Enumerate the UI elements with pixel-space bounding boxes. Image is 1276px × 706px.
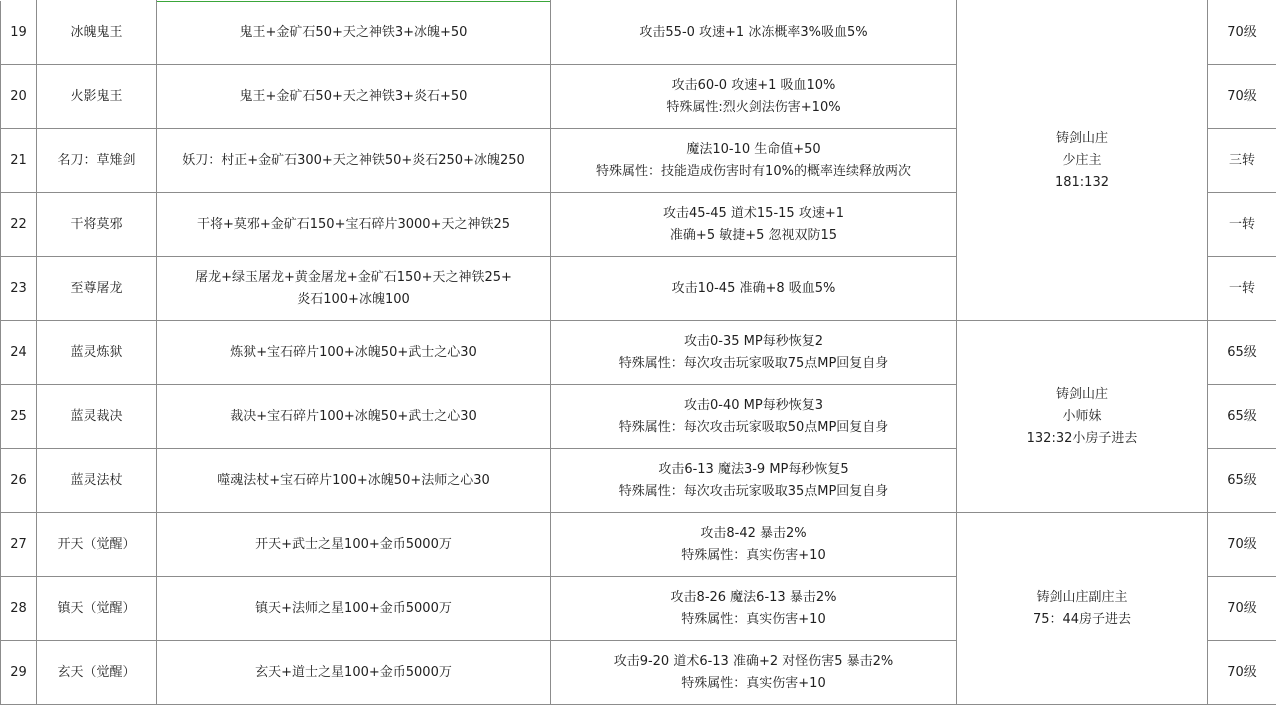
- attributes-cell-line: 特殊属性：每次攻击玩家吸取75点MP回复自身: [618, 355, 889, 371]
- recipe-cell[interactable]: [157, 641, 551, 705]
- location-cell[interactable]: [957, 321, 1208, 513]
- weapon-name-cell[interactable]: 冰魄鬼王: [37, 1, 157, 65]
- weapon-name-cell[interactable]: 玄天（觉醒）: [37, 641, 157, 705]
- attributes-cell-line: 特殊属性：每次攻击玩家吸取35点MP回复自身: [618, 483, 889, 499]
- level-cell[interactable]: 三转: [1208, 129, 1276, 193]
- level-cell[interactable]: 70级: [1208, 641, 1276, 705]
- attributes-cell-line: 攻击45-45 道术15-15 攻速+1: [663, 205, 844, 221]
- recipe-cell-line: 鬼王+金矿石50+天之神铁3+炎石+50: [239, 88, 468, 104]
- attributes-cell[interactable]: [551, 513, 957, 577]
- attributes-cell[interactable]: [551, 449, 957, 513]
- attributes-cell[interactable]: [551, 257, 957, 321]
- attributes-cell-line: 特殊属性:烈火剑法伤害+10%: [666, 99, 841, 115]
- location-cell-line: 铸剑山庄: [1055, 386, 1108, 402]
- weapon-name-cell[interactable]: 蓝灵法杖: [37, 449, 157, 513]
- weapon-name-cell[interactable]: 火影鬼王: [37, 65, 157, 129]
- attributes-cell[interactable]: [551, 193, 957, 257]
- location-cell[interactable]: [957, 1, 1208, 321]
- location-cell-line: 铸剑山庄副庄主: [1036, 589, 1128, 605]
- recipe-cell-line: 炎石100+冰魄100: [297, 291, 410, 307]
- row-number-cell[interactable]: 22: [1, 193, 37, 257]
- recipe-cell-line: 炼狱+宝石碎片100+冰魄50+武士之心30: [230, 344, 477, 360]
- attributes-cell-line: 攻击60-0 攻速+1 吸血10%: [671, 77, 836, 93]
- attributes-cell-line: 准确+5 敏捷+5 忽视双防15: [669, 227, 838, 243]
- row-number-cell[interactable]: 25: [1, 385, 37, 449]
- row-number-cell[interactable]: 26: [1, 449, 37, 513]
- row-number-cell[interactable]: 20: [1, 65, 37, 129]
- row-number-cell[interactable]: 24: [1, 321, 37, 385]
- location-cell-line: 75：44房子进去: [1032, 611, 1132, 627]
- attributes-cell-line: 特殊属性：真实伤害+10: [681, 675, 826, 691]
- location-cell-line: 132:32小房子进去: [1026, 430, 1138, 446]
- table-row: [1, 321, 1276, 385]
- row-number-cell[interactable]: 29: [1, 641, 37, 705]
- table-body: [1, 1, 1276, 705]
- attributes-cell-line: 特殊属性：每次攻击玩家吸取50点MP回复自身: [618, 419, 889, 435]
- weapon-name-cell[interactable]: 开天（觉醒）: [37, 513, 157, 577]
- recipe-cell-line: 干将+莫邪+金矿石150+宝石碎片3000+天之神铁25: [196, 216, 510, 232]
- location-cell[interactable]: [957, 513, 1208, 705]
- attributes-cell-line: 特殊属性：技能造成伤害时有10%的概率连续释放两次: [596, 163, 911, 179]
- level-cell[interactable]: 一转: [1208, 257, 1276, 321]
- weapon-name-cell[interactable]: 蓝灵裁决: [37, 385, 157, 449]
- location-cell-line: 小师妹: [1062, 408, 1102, 424]
- row-number-cell[interactable]: 23: [1, 257, 37, 321]
- level-cell[interactable]: 70级: [1208, 65, 1276, 129]
- attributes-cell[interactable]: [551, 577, 957, 641]
- recipe-cell[interactable]: [157, 257, 551, 321]
- recipe-cell-line: 噬魂法杖+宝石碎片100+冰魄50+法师之心30: [217, 472, 490, 488]
- attributes-cell-line: 攻击9-20 道术6-13 准确+2 对怪伤害5 暴击2%: [613, 653, 894, 669]
- attributes-cell-line: 攻击8-26 魔法6-13 暴击2%: [670, 589, 837, 605]
- attributes-cell[interactable]: [551, 129, 957, 193]
- attributes-cell-line: 特殊属性：真实伤害+10: [681, 611, 826, 627]
- recipe-cell-line: 开天+武士之星100+金币5000万: [255, 536, 452, 552]
- row-number-cell[interactable]: 19: [1, 1, 37, 65]
- recipe-cell-line: 鬼王+金矿石50+天之神铁3+冰魄+50: [239, 24, 468, 40]
- attributes-cell-line: 攻击0-35 MP每秒恢复2: [684, 333, 823, 349]
- level-cell[interactable]: 65级: [1208, 449, 1276, 513]
- attributes-cell-line: 攻击55-0 攻速+1 冰冻概率3%吸血5%: [639, 24, 868, 40]
- level-cell[interactable]: 65级: [1208, 321, 1276, 385]
- recipe-cell[interactable]: [157, 129, 551, 193]
- recipe-cell-line: 玄天+道士之星100+金币5000万: [255, 664, 452, 680]
- level-cell[interactable]: 70级: [1208, 1, 1276, 65]
- recipe-cell-line: 屠龙+绿玉屠龙+黄金屠龙+金矿石150+天之神铁25+: [195, 269, 512, 285]
- weapon-name-cell[interactable]: 名刀：草雉剑: [37, 129, 157, 193]
- attributes-cell-line: 特殊属性：真实伤害+10: [681, 547, 826, 563]
- recipe-cell[interactable]: [157, 385, 551, 449]
- location-cell-line: 少庄主: [1062, 152, 1102, 168]
- level-cell[interactable]: 70级: [1208, 577, 1276, 641]
- attributes-cell-line: 攻击0-40 MP每秒恢复3: [684, 397, 823, 413]
- attributes-cell[interactable]: [551, 321, 957, 385]
- attributes-cell[interactable]: [551, 65, 957, 129]
- attributes-cell-line: 攻击6-13 魔法3-9 MP每秒恢复5: [658, 461, 849, 477]
- weapon-name-cell[interactable]: 镇天（觉醒）: [37, 577, 157, 641]
- recipe-cell[interactable]: [157, 1, 551, 65]
- row-number-cell[interactable]: 27: [1, 513, 37, 577]
- recipe-cell[interactable]: [157, 65, 551, 129]
- location-cell-line: 181:132: [1054, 174, 1109, 190]
- row-number-cell[interactable]: 28: [1, 577, 37, 641]
- attributes-cell-line: 攻击8-42 暴击2%: [700, 525, 807, 541]
- attributes-cell-line: 魔法10-10 生命值+50: [686, 141, 821, 157]
- level-cell[interactable]: 65级: [1208, 385, 1276, 449]
- table-row: [1, 1, 1276, 65]
- level-cell[interactable]: 一转: [1208, 193, 1276, 257]
- table-row: [1, 513, 1276, 577]
- attributes-cell[interactable]: [551, 1, 957, 65]
- recipe-cell[interactable]: [157, 321, 551, 385]
- recipe-cell[interactable]: [157, 449, 551, 513]
- attributes-cell[interactable]: [551, 641, 957, 705]
- weapon-name-cell[interactable]: 蓝灵炼狱: [37, 321, 157, 385]
- recipe-cell-line: 妖刀：村正+金矿石300+天之神铁50+炎石250+冰魄250: [182, 152, 525, 168]
- weapon-name-cell[interactable]: 干将莫邪: [37, 193, 157, 257]
- recipe-cell[interactable]: [157, 193, 551, 257]
- attributes-cell[interactable]: [551, 385, 957, 449]
- attributes-cell-line: 攻击10-45 准确+8 吸血5%: [671, 280, 836, 296]
- level-cell[interactable]: 70级: [1208, 513, 1276, 577]
- location-cell-line: 铸剑山庄: [1055, 130, 1108, 146]
- recipe-cell[interactable]: [157, 577, 551, 641]
- recipe-cell[interactable]: [157, 513, 551, 577]
- recipe-cell-line: 镇天+法师之星100+金币5000万: [255, 600, 452, 616]
- weapon-name-cell[interactable]: 至尊屠龙: [37, 257, 157, 321]
- recipe-cell-line: 裁决+宝石碎片100+冰魄50+武士之心30: [230, 408, 477, 424]
- row-number-cell[interactable]: 21: [1, 129, 37, 193]
